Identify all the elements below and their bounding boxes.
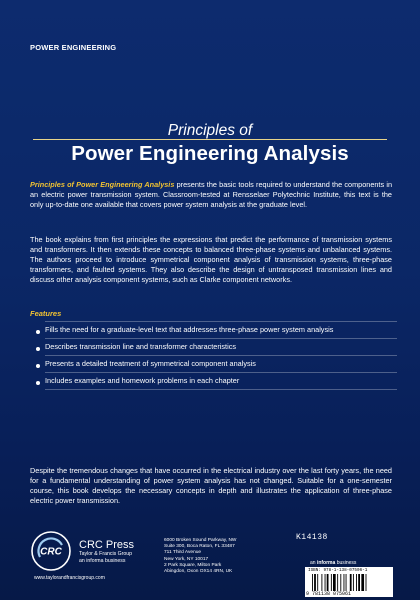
bullet-icon	[36, 330, 40, 334]
bullet-icon	[36, 364, 40, 368]
logo-text: CRC	[40, 546, 62, 558]
address-uk	[164, 563, 284, 575]
isbn-text: ISBN: 978-1-138-07506-1	[308, 568, 368, 573]
closing-paragraph: Despite the tremendous changes that have occurred in the electrical industry over the last forty years, the need for a fundamental understanding of power system analysis has not changed. Suitable for a one-semester course, this book develops the necessary concepts in depth and illustrates the application of three-phase electric power transmission.	[30, 466, 392, 505]
address-line: 711 Third Avenue	[164, 550, 202, 556]
feature-divider	[45, 321, 397, 322]
crc-press-logo-icon	[30, 530, 72, 572]
address-us	[164, 538, 284, 563]
feature-divider	[45, 389, 397, 390]
bullet-icon	[36, 347, 40, 351]
intro-text: presents the basic tools required to understand the components in an electric power transmission system. Classroom-tested at Rensselaer Polytechnic Institute, this text is the only up-to-date one available that covers power system analysis at the graduate level.	[30, 180, 392, 209]
publisher-tagline: an informa business	[79, 558, 126, 564]
intro-paragraph	[30, 180, 392, 210]
address-line: Abingdon, Oxon OX14 4RN, UK	[164, 569, 233, 575]
address-line: 2 Park Square, Milton Park	[164, 563, 222, 568]
publisher-name: CRC Press	[79, 539, 135, 551]
features-list	[36, 318, 396, 393]
publisher-url[interactable]: www.taylorandfrancisgroup.com	[34, 575, 105, 581]
title-divider	[33, 139, 387, 140]
bullet-icon	[36, 381, 40, 385]
address-line: Suite 300, Boca Raton, FL 33487	[164, 544, 235, 550]
barcode-digits: 9 781138 075061	[306, 591, 352, 597]
publisher-subtitle: Taylor & Francis Group	[79, 551, 133, 557]
features-heading: Features	[30, 309, 62, 318]
title-line2: Power Engineering Analysis	[71, 142, 349, 165]
feature-text: Includes examples and homework problems in each chapter	[45, 376, 240, 385]
feature-text: Describes transmission line and transformer characteristics	[45, 342, 237, 351]
feature-divider	[45, 372, 397, 373]
catalog-code: K14138	[296, 533, 328, 542]
title-line1: Principles of	[167, 122, 253, 139]
description-paragraph: The book explains from first principles the expressions that predict the performance of transmission systems and transformers. It then extends these concepts to balanced three-phase systems and unbalanced systems. The authors proceed to introduce symmetrical component analysis of transmission systems, three-phase transformers, and faulted systems. They also describe the design of untransposed transmission lines and discuss other analysis component systems, such as Clarke component networks.	[30, 235, 392, 284]
intro-book-title: Principles of Power Engineering Analysis	[30, 180, 175, 189]
feature-item	[36, 355, 396, 369]
feature-item	[36, 321, 396, 335]
feature-text: Presents a detailed treatment of symmetrical component analysis	[45, 359, 256, 368]
informa-business-label: an informa business	[310, 560, 357, 566]
series-label: POWER ENGINEERING	[30, 43, 117, 52]
address-line: 6000 Broken Sound Parkway, NW	[164, 538, 237, 543]
feature-divider	[45, 338, 397, 339]
feature-divider	[45, 355, 397, 356]
feature-text: Fills the need for a graduate-level text that addresses three-phase power system analysis	[45, 325, 334, 334]
address-line: New York, NY 10017	[164, 556, 209, 562]
feature-item	[36, 372, 396, 390]
feature-item	[36, 338, 396, 352]
barcode-icon	[312, 574, 388, 591]
